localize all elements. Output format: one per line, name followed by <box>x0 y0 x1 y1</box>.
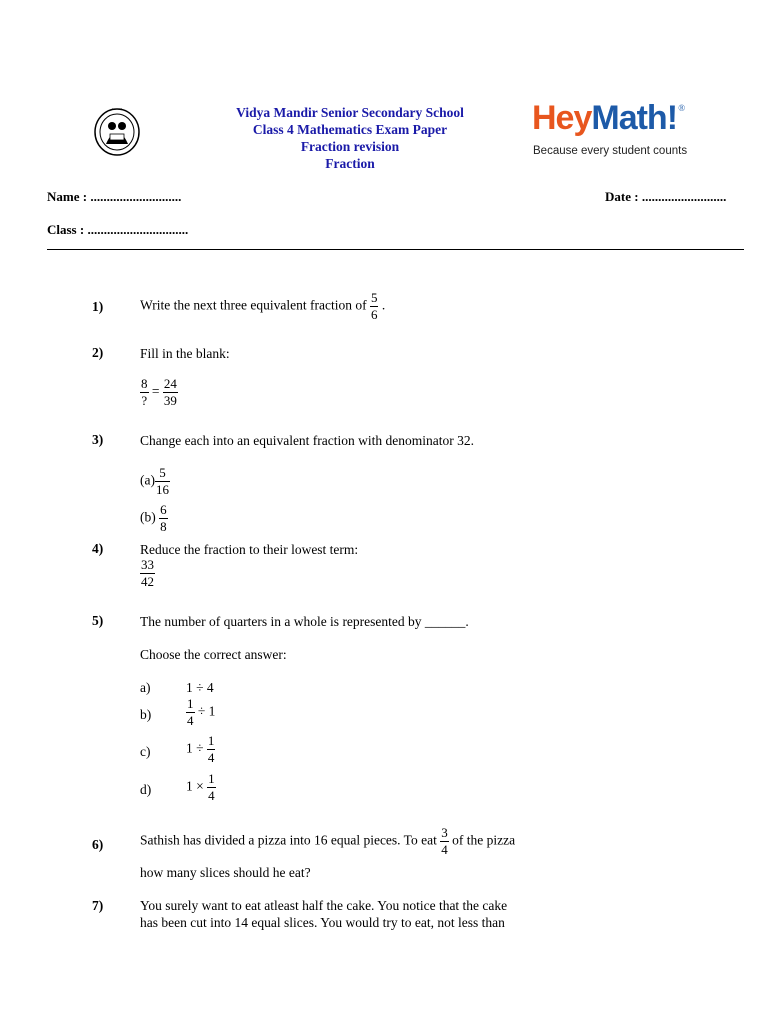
q4-frac-num: 33 <box>141 557 154 572</box>
q5-d-fraction <box>207 772 216 803</box>
q2-left-num: 8 <box>141 376 148 391</box>
q4-frac-den: 42 <box>141 574 154 589</box>
q5-b-den: 4 <box>187 713 194 728</box>
q3-a-den: 16 <box>155 482 169 497</box>
q4-frac <box>140 558 155 589</box>
q5-b-num: 1 <box>187 696 194 711</box>
q3-a-fraction <box>155 466 170 497</box>
question-1 <box>140 291 385 322</box>
q2-equals: = <box>151 383 160 399</box>
logo-tagline: Because every student counts <box>533 145 688 157</box>
q1-text: Write the next three equivalent fraction of <box>140 297 367 313</box>
q7-line1: You surely want to eat atleast half the cake. You notice that the cake <box>140 898 508 913</box>
q3-b-fraction <box>159 503 168 534</box>
q6-frac-den: 4 <box>441 842 448 857</box>
q2-right-fraction <box>163 377 178 408</box>
q5-a-value: 1 ÷ 4 <box>186 680 214 695</box>
q6-number: 6) <box>92 837 104 852</box>
q3-b-den: 8 <box>160 519 167 534</box>
question-6 <box>140 826 515 857</box>
subtopic-title: Fraction <box>325 156 375 171</box>
q7-line2: has been cut into 14 equal slices. You would try to eat, not less than <box>140 915 505 930</box>
q1-fraction <box>370 291 379 322</box>
q5-number: 5) <box>92 613 104 628</box>
q5-c-value <box>186 734 215 765</box>
q6-line2: how many slices should he eat? <box>140 865 311 880</box>
heymath-logo <box>532 99 686 138</box>
q3-a-label: (a) <box>140 472 155 488</box>
q6-tail: of the pizza <box>452 832 516 848</box>
q3-b-label: (b) <box>140 509 156 525</box>
exam-title: Class 4 Mathematics Exam Paper <box>252 122 448 137</box>
q5-c-fraction <box>207 734 216 765</box>
q6-fraction <box>440 826 449 857</box>
q5-d-den: 4 <box>208 788 215 803</box>
q5-c-den: 4 <box>207 750 215 765</box>
q4-number: 4) <box>92 541 104 556</box>
q2-right-num: 24 <box>163 376 177 391</box>
q3-b-num: 6 <box>160 502 167 517</box>
q2-left-fraction <box>140 377 149 408</box>
q1-number: 1) <box>92 299 104 314</box>
school-emblem <box>92 104 142 158</box>
q3-text: Change each into an equivalent fraction with denominator 32. <box>140 433 475 448</box>
q7-number: 7) <box>92 898 104 913</box>
registered-mark: ® <box>678 103 686 113</box>
q5-b-value <box>186 697 215 728</box>
q5-c-num: 1 <box>207 733 215 748</box>
q3-option-b <box>140 503 168 534</box>
q5-d-num: 1 <box>208 771 215 786</box>
name-field: Name : ............................ <box>47 189 182 204</box>
q6-text: Sathish has divided a pizza into 16 equal pieces. To eat <box>140 832 437 848</box>
topic-title: Fraction revision <box>300 139 400 154</box>
q1-frac-den: 6 <box>370 307 378 322</box>
q2-left-den: ? <box>141 393 148 408</box>
q5-choose: Choose the correct answer: <box>140 647 287 662</box>
q5-d-label: d) <box>140 782 152 797</box>
q3-option-a <box>140 466 170 497</box>
header-divider <box>47 249 744 250</box>
q6-frac-num: 3 <box>441 825 448 840</box>
q5-text: The number of quarters in a whole is represented by ______. <box>140 614 469 629</box>
q5-b-rest: ÷ 1 <box>197 703 216 719</box>
q1-end: . <box>381 297 386 313</box>
q5-c-pre: 1 ÷ <box>186 740 204 756</box>
class-field: Class : ............................... <box>47 222 189 237</box>
q1-frac-num: 5 <box>370 290 378 305</box>
q5-b-fraction <box>186 697 195 728</box>
q4-text: Reduce the fraction to their lowest term: <box>140 542 359 557</box>
q5-c-label: c) <box>140 744 151 759</box>
q2-equation <box>140 377 178 408</box>
q5-a-label: a) <box>140 680 151 695</box>
q2-number: 2) <box>92 345 104 360</box>
q5-d-pre: 1 × <box>186 778 204 794</box>
q3-a-num: 5 <box>159 465 166 480</box>
q3-number: 3) <box>92 432 104 447</box>
q4-fraction <box>140 558 155 589</box>
school-name: Vidya Mandir Senior Secondary School <box>236 105 464 120</box>
q2-text: Fill in the blank: <box>140 346 230 361</box>
logo-math: Math! <box>591 99 678 137</box>
q5-b-label: b) <box>140 707 152 722</box>
q2-right-den: 39 <box>163 393 177 408</box>
logo-hey: Hey <box>532 99 592 137</box>
q5-d-value <box>186 772 216 803</box>
date-field: Date : .......................... <box>605 189 727 204</box>
